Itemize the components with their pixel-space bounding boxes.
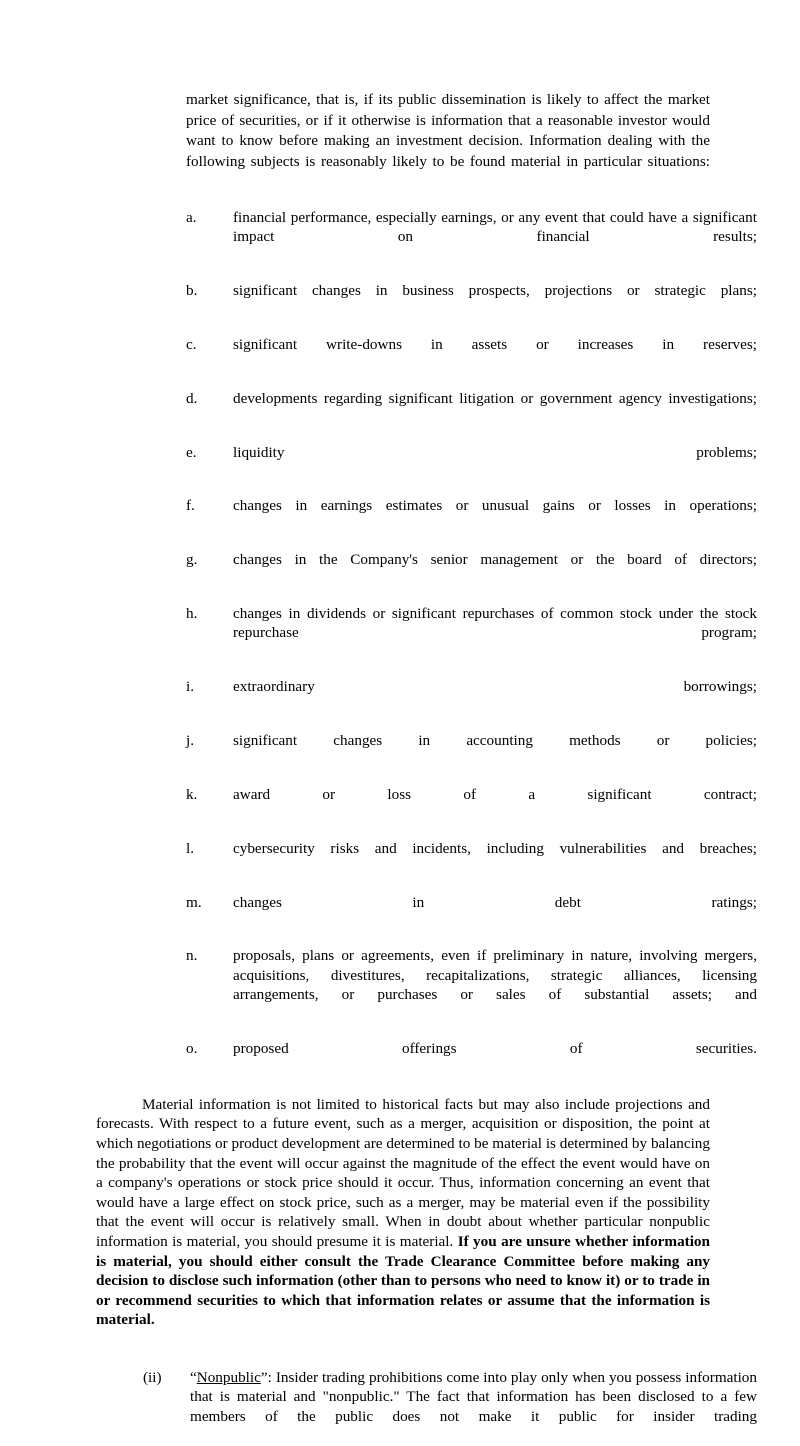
page-content [96,90,757,1446]
list-item-text: financial performance, especially earnings, or any event that could have a significant impact on financial results; [233,208,757,246]
list-item-text: proposed offerings of securities. [233,1039,757,1057]
intro-paragraph: market significance, that is, if its public dissemination is likely to affect the market price of securities, or if it otherwise is information that a reasonable investor would want to know before making an investment decision. Information dealing with the following subjects is reasonably likely to be found material in particular situations: [186,91,710,170]
material-information-paragraph [96,1095,710,1350]
list-item [186,785,757,824]
list-item [186,893,757,932]
list-item-text: significant changes in business prospects, projections or strategic plans; [233,282,757,300]
list-item-marker: j. [186,732,195,750]
list-item-marker: g. [186,551,198,569]
list-item-text: changes in earnings estimates or unusual gains or losses in operations; [233,497,757,515]
list-item-marker: h. [186,605,198,623]
list-item-text: changes in dividends or significant repurchases of common stock under the stock repurchase program; [233,605,757,642]
list-item [186,677,757,716]
list-item-text: developments regarding significant litigation or government agency investigations; [233,389,757,407]
close-quote: ” [260,1368,268,1386]
material-paragraph-regular-text: Material information is not limited to historical facts but may also include projections and forecasts. With respect to a future event, such as a merger, acquisition or disposition, the point at which negotiations or product development are determined to be material is determined by balancing the probability that the event will occur against the magnitude of the effect the event would have on a company's operations or stock price should it occur. Thus, information concerning an event that would have a large effect on stock price, such as a merger, may be material even if the possibility that the event will occur is relatively small. When in doubt about whether particular nonpublic information is material, you should presume it is material. [96,1095,710,1250]
list-item [186,604,757,662]
nonpublic-body-text: : Insider trading prohibitions come into play only when you possess information that is material and "nonpublic." The fact that information has been disclosed to a few members of the public does not make it public for insider trading [190,1368,757,1425]
list-item [186,208,757,266]
list-item-text: changes in the Company's senior management or the board of directors; [233,551,757,569]
list-item-marker: e. [186,443,197,461]
list-item-marker: k. [186,785,198,803]
list-item [186,839,757,878]
list-item [186,389,757,428]
list-item [186,946,757,1024]
list-item [186,731,757,770]
list-item-text: significant write-downs in assets or increases in reserves; [233,336,757,353]
list-item-marker: f. [186,497,195,515]
list-item-marker: a. [186,208,197,226]
list-item-marker: o. [186,1039,198,1057]
list-item-marker: b. [186,282,198,300]
list-item-marker: n. [186,947,198,965]
list-item [186,281,757,320]
material-subjects-list [96,208,757,1078]
list-item-text: extraordinary borrowings; [233,678,757,696]
list-item-text: proposals, plans or agreements, even if preliminary in nature, involving mergers, acquisitions, divestitures, recapitalizations, strategic alliances, licensing arrangements, or purchases or sales of substantial assets; and [233,947,757,1004]
open-quote: “ [190,1368,197,1386]
list-item [143,1368,757,1446]
material-paragraph-bold-text: If you are unsure whether information is material, you should either consult the Trade Clearance Committee before making any decision to disclose such information (other than to persons who need to know it) or to trade in or recommend securities to which that information relates or assume that the information is material. [96,1232,710,1329]
list-item-marker: m. [186,893,202,911]
list-item-marker: i. [186,678,195,696]
list-item-text: significant changes in accounting methods or policies; [233,732,757,750]
list-item [186,335,757,374]
list-item [186,443,757,482]
list-item [186,496,757,535]
list-item [186,550,757,589]
list-item-marker: c. [186,336,197,353]
list-item-marker: d. [186,389,198,407]
list-item-text: award or loss of a significant contract; [233,785,757,803]
list-item-text: liquidity problems; [233,443,757,461]
list-item-text: cybersecurity risks and incidents, including vulnerabilities and breaches; [233,839,757,857]
list-item-text: changes in debt ratings; [233,893,757,911]
list-item [186,1039,757,1078]
nonpublic-term: Nonpublic [196,1368,261,1386]
list-item-text [190,1368,757,1446]
list-item-marker: l. [186,839,195,857]
definitions-list [96,1368,757,1446]
list-item-marker: (ii) [143,1368,162,1386]
